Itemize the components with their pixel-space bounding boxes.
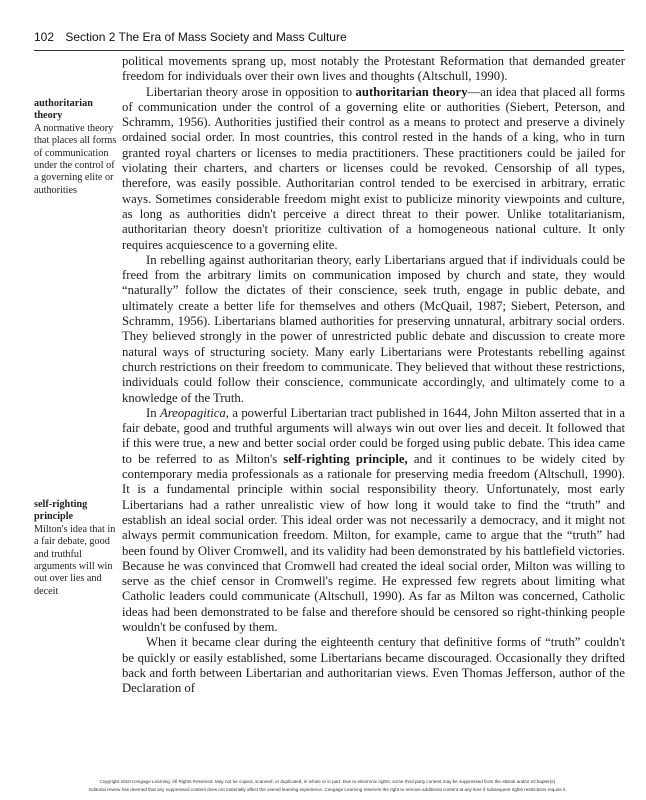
copyright-footer [30,778,626,794]
glossary-entry-authoritarian-theory [34,98,118,197]
paragraph-1: political movements sprang up, most notably the Protestant Reformation that demanded greater freedom for individuals over their own lives and thoughts (Altschull, 1990). [122,54,625,84]
paragraph-4-middle: , a powerful Libertarian tract published in 1644, John Milton asserted that in a fair debate, good and truthful arguments will always win out over lies and deceit. It followed that if this were true, a new and better social order could be forged using public debate. This idea came to be referred to as Milton's [122,405,625,466]
copyright-line-1: Copyright 2010 Cengage Learning. All Rights Reserved. May not be copied, scanned, or duplicated, in whole or in part. Due to electronic rights, some third party content may be suppressed from the eBook and/or eChapter(s). [99,779,557,784]
header-divider [34,50,624,51]
page-header [34,30,624,44]
copyright-line-2: Editorial review has deemed that any suppressed content does not materially affect the overall learning experience. Cengage Learning reserves the right to remove additional content at any time if subsequent rights restrictions require it. [89,787,567,792]
paragraph-3: In rebelling against authoritarian theory, early Libertarians argued that if individuals could be freed from the arbitrary limits on communication imposed by church and state, they would “naturally” follow the dictates of their conscience, seek truth, engage in public debate, and ultimately create a better life for themselves and others (McQuail, 1987; Siebert, Peterson, and Schramm, 1956). Libertarians blamed authorities for preserving unnatural, arbitrary social orders. They believed strongly in the power of unrestricted public debate and discussion to create more natural ways of structuring society. Many early Libertarians were Protestants rebelling against church restrictions on their freedom to communicate. They believed that without these restrictions, individuals could follow their conscience, communicate accordingly, and ultimately come to a knowledge of the Truth. [122,252,625,405]
glossary-entry-self-righting-principle [34,499,118,598]
main-body-text [122,54,625,696]
glossary-term: authoritarian theory [34,98,93,122]
running-title: Section 2 The Era of Mass Society and Mass Culture [65,30,347,44]
paragraph-5: When it became clear during the eighteenth century that definitive forms of “truth” couldn't be quickly or easily established, some Libertarians became discouraged. Occasionally they drifted back and forth between Libertarian and authoritarian views. Even Thomas Jefferson, author of the Declaration of [122,635,625,696]
paragraph-2 [122,85,625,253]
glossary-definition: Milton's idea that in a fair debate, good and truthful arguments will win out over lies and deceit [34,523,116,597]
page-number: 102 [34,30,55,44]
paragraph-2-lead: Libertarian theory arose in opposition to [146,84,356,99]
paragraph-4-rest: and it continues to be widely cited by contemporary media professionals as a rationale for preserving media freedom (Altschull, 1990). It is a fundamental principle within social responsibility theory. Unfortunately, most early Libertarians had a rather unrealistic view of how long it would take to find the “truth” and establish an ideal social order. This ideal order was not necessarily a democracy, and it might not always permit communication freedom. Milton, for example, came to argue that the “truth” had been found by Oliver Cromwell, and its validity had been demonstrated by his battlefield victories. Because he was convinced that Cromwell had created the ideal social order, Milton was willing to serve as the chief censor in Cromwell's regime. He expressed few regrets about limiting what Catholic leaders could communicate (Altschull, 1990). As far as Milton was concerned, Catholic ideas had been demonstrated to be false and therefore should be censored so right-thinking people wouldn't be confused by them. [122,451,626,634]
term-authoritarian-theory: authoritarian theory [355,84,468,99]
paragraph-4 [122,406,625,635]
paragraph-4-lead: In [146,405,160,420]
glossary-definition: A normative theory that places all forms of communication under the control of a governing elite or authorities [34,122,117,196]
term-self-righting-principle: self-righting principle, [283,451,408,466]
glossary-term: self-righting principle [34,499,88,523]
title-areopagitica: Areopagitica [159,405,226,420]
paragraph-2-rest: —an idea that placed all forms of communication under the control of a governing elite or authorities (Siebert, Peterson, and Schramm, 1956). Authorities justified their control as a means to protect and preserve a divinely ordained social order. In most countries, this control rested in the hands of a king, who in turn granted royal charters or licenses to media practitioners. These practitioners could be jailed for violating their charters, and charters or licenses could be revoked. Censorship of all types, therefore, was easily possible. Authoritarian control tended to be exercised in arbitrary, erratic ways. Sometimes considerable freedom might exist to publicize minority viewpoints and culture, as long as authorities didn't perceive a direct threat to their power. Unlike totalitarianism, authoritarian theory doesn't prioritize cultivation of a homogeneous national culture. It only requires acquiescence to a governing elite. [122,84,625,252]
